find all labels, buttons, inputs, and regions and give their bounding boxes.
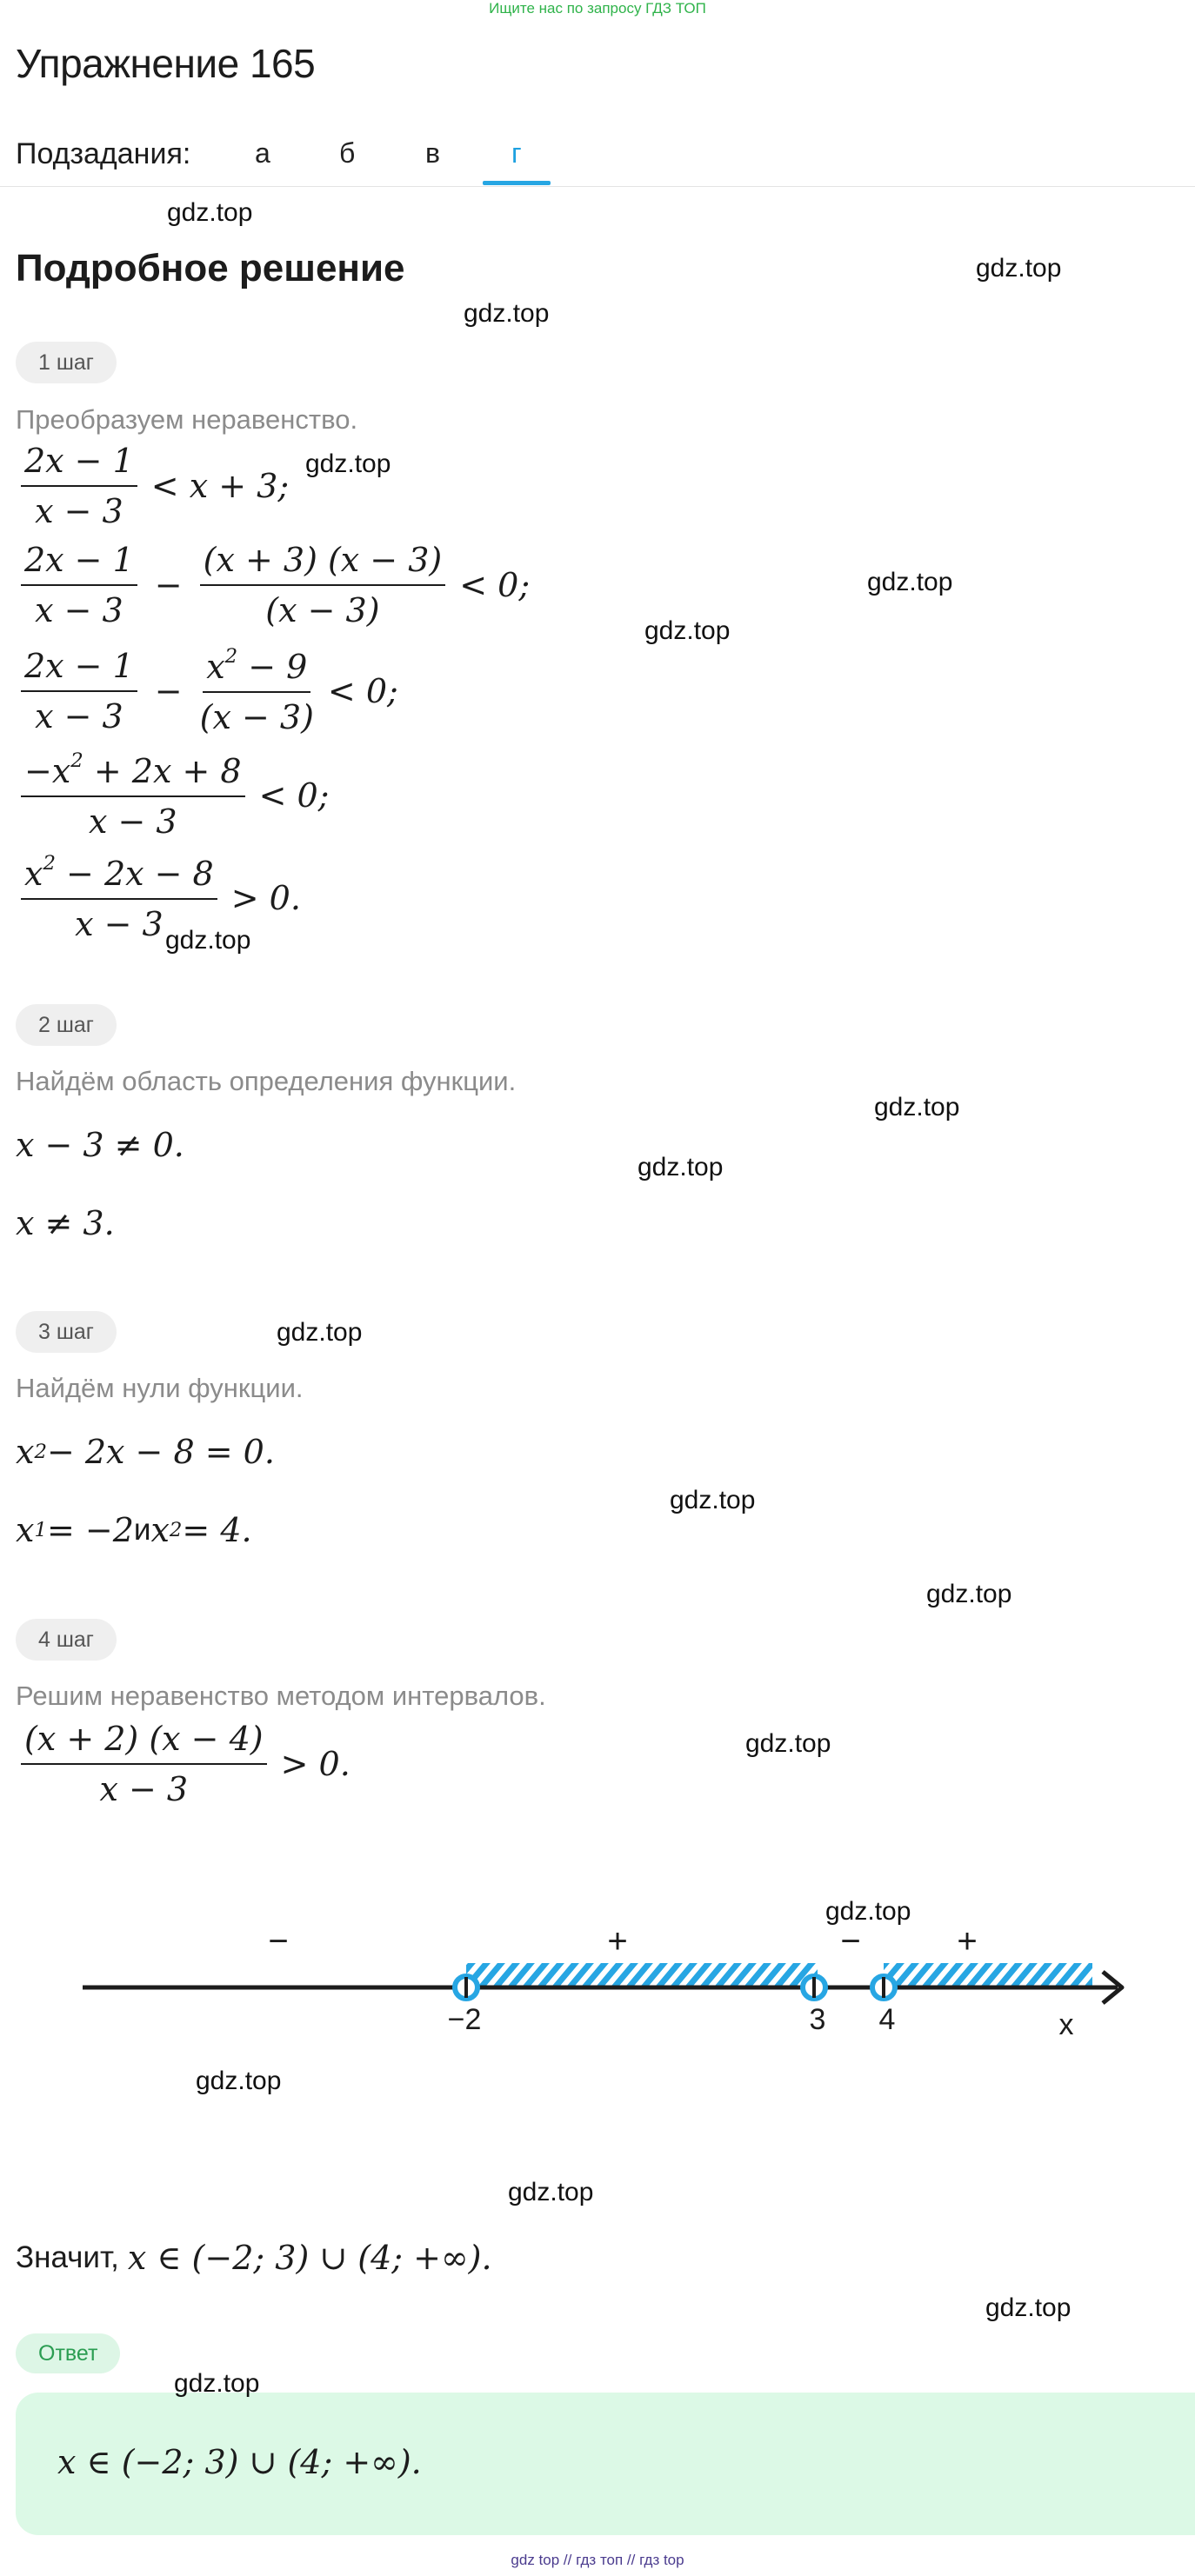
step-4-text: Решим неравенство методом интервалов.: [16, 1681, 546, 1711]
answer-expression: x ∈ (−2; 3) ∪ (4; +∞).: [57, 2443, 422, 2481]
step-2-text: Найдём область определения функции.: [16, 1066, 517, 1096]
hatched-interval-2: [884, 1963, 1092, 1987]
math-line: x 2 − 2x − 8 = 0.: [16, 1433, 275, 1471]
math-line: $\frac{2x - 1}{x - 3}$ − $\frac{(x + 3) (x - 3)}{(x - 3)}$ < 0;: [16, 541, 530, 629]
tab-a[interactable]: а: [255, 137, 270, 169]
answer-box: [16, 2393, 1195, 2535]
sign-label: +: [957, 1922, 978, 1960]
math-line: x − 3 ≠ 0.: [16, 1126, 184, 1164]
point-label: 4: [878, 2003, 896, 2036]
conclusion-line: Значит, x ∈ (−2; 3) ∪ (4; +∞).: [16, 2239, 492, 2277]
tab-g-active[interactable]: г: [511, 137, 522, 169]
step-3-text: Найдём нули функции.: [16, 1373, 304, 1403]
hatched-interval-1: [466, 1963, 818, 1987]
point-label: −2: [447, 2003, 482, 2036]
tab-v[interactable]: в: [425, 137, 440, 169]
solution-title: Подробное решение: [16, 247, 405, 290]
axis-label: x: [1058, 2008, 1074, 2041]
step-3-badge: 3 шаг: [16, 1311, 117, 1353]
number-line-diagram: [0, 1904, 1195, 2052]
subtasks-label: Подзадания:: [16, 137, 191, 170]
step-1-badge: 1 шаг: [16, 342, 117, 383]
watermark: gdz.top: [508, 2178, 594, 2207]
watermark: gdz.top: [277, 1318, 363, 1347]
math-line: $\frac{-x^2 + 2x + 8}{x - 3}$ < 0;: [16, 749, 329, 841]
watermark: gdz.top: [174, 2369, 260, 2398]
watermark: gdz.top: [745, 1729, 831, 1758]
point-label: 3: [809, 2003, 826, 2036]
watermark: gdz.top: [985, 2293, 1071, 2322]
step-2-badge: 2 шаг: [16, 1004, 117, 1046]
tab-b[interactable]: б: [339, 137, 356, 169]
top-promo-note: Ищите нас по запросу ГДЗ ТОП: [489, 0, 706, 17]
page-title: Упражнение 165: [16, 41, 316, 86]
watermark: gdz.top: [196, 2067, 282, 2095]
watermark: gdz.top: [167, 198, 253, 227]
watermark: gdz.top: [644, 616, 731, 645]
watermark: gdz.top: [464, 299, 550, 328]
math-line: $\frac{x^2 - 2x - 8}{x - 3}$ > 0.: [16, 852, 301, 943]
divider: [0, 186, 1195, 187]
watermark: gdz.top: [670, 1486, 756, 1514]
watermark: gdz.top: [825, 1897, 911, 1926]
sign-label: −: [840, 1922, 861, 1960]
watermark: gdz.top: [305, 449, 391, 478]
math-line: x ≠ 3.: [16, 1204, 115, 1242]
step-1-text: Преобразуем неравенство.: [16, 404, 358, 435]
footer-links[interactable]: gdz top // гдз топ // гдз top: [511, 2552, 684, 2568]
sign-label: −: [268, 1922, 289, 1960]
watermark: gdz.top: [867, 568, 953, 596]
watermark: gdz.top: [926, 1580, 1012, 1608]
watermark: gdz.top: [976, 254, 1062, 283]
math-line: $\frac{(x + 2) (x - 4)}{x - 3}$ > 0.: [16, 1720, 350, 1808]
math-line: $\frac{2x - 1}{x - 3}$ < x + 3;: [16, 442, 289, 530]
watermark: gdz.top: [165, 926, 251, 955]
sign-label: +: [607, 1922, 628, 1960]
watermark: gdz.top: [874, 1093, 960, 1122]
math-line: $\frac{2x - 1}{x - 3}$ − $\frac{x^2 - 9}{(x - 3)}$ < 0;: [16, 645, 398, 736]
step-4-badge: 4 шаг: [16, 1619, 117, 1661]
math-line: x 1 = −2 и x 2 = 4.: [16, 1511, 252, 1549]
active-tab-indicator: [483, 181, 551, 185]
watermark: gdz.top: [638, 1153, 724, 1181]
answer-badge: Ответ: [16, 2333, 120, 2373]
